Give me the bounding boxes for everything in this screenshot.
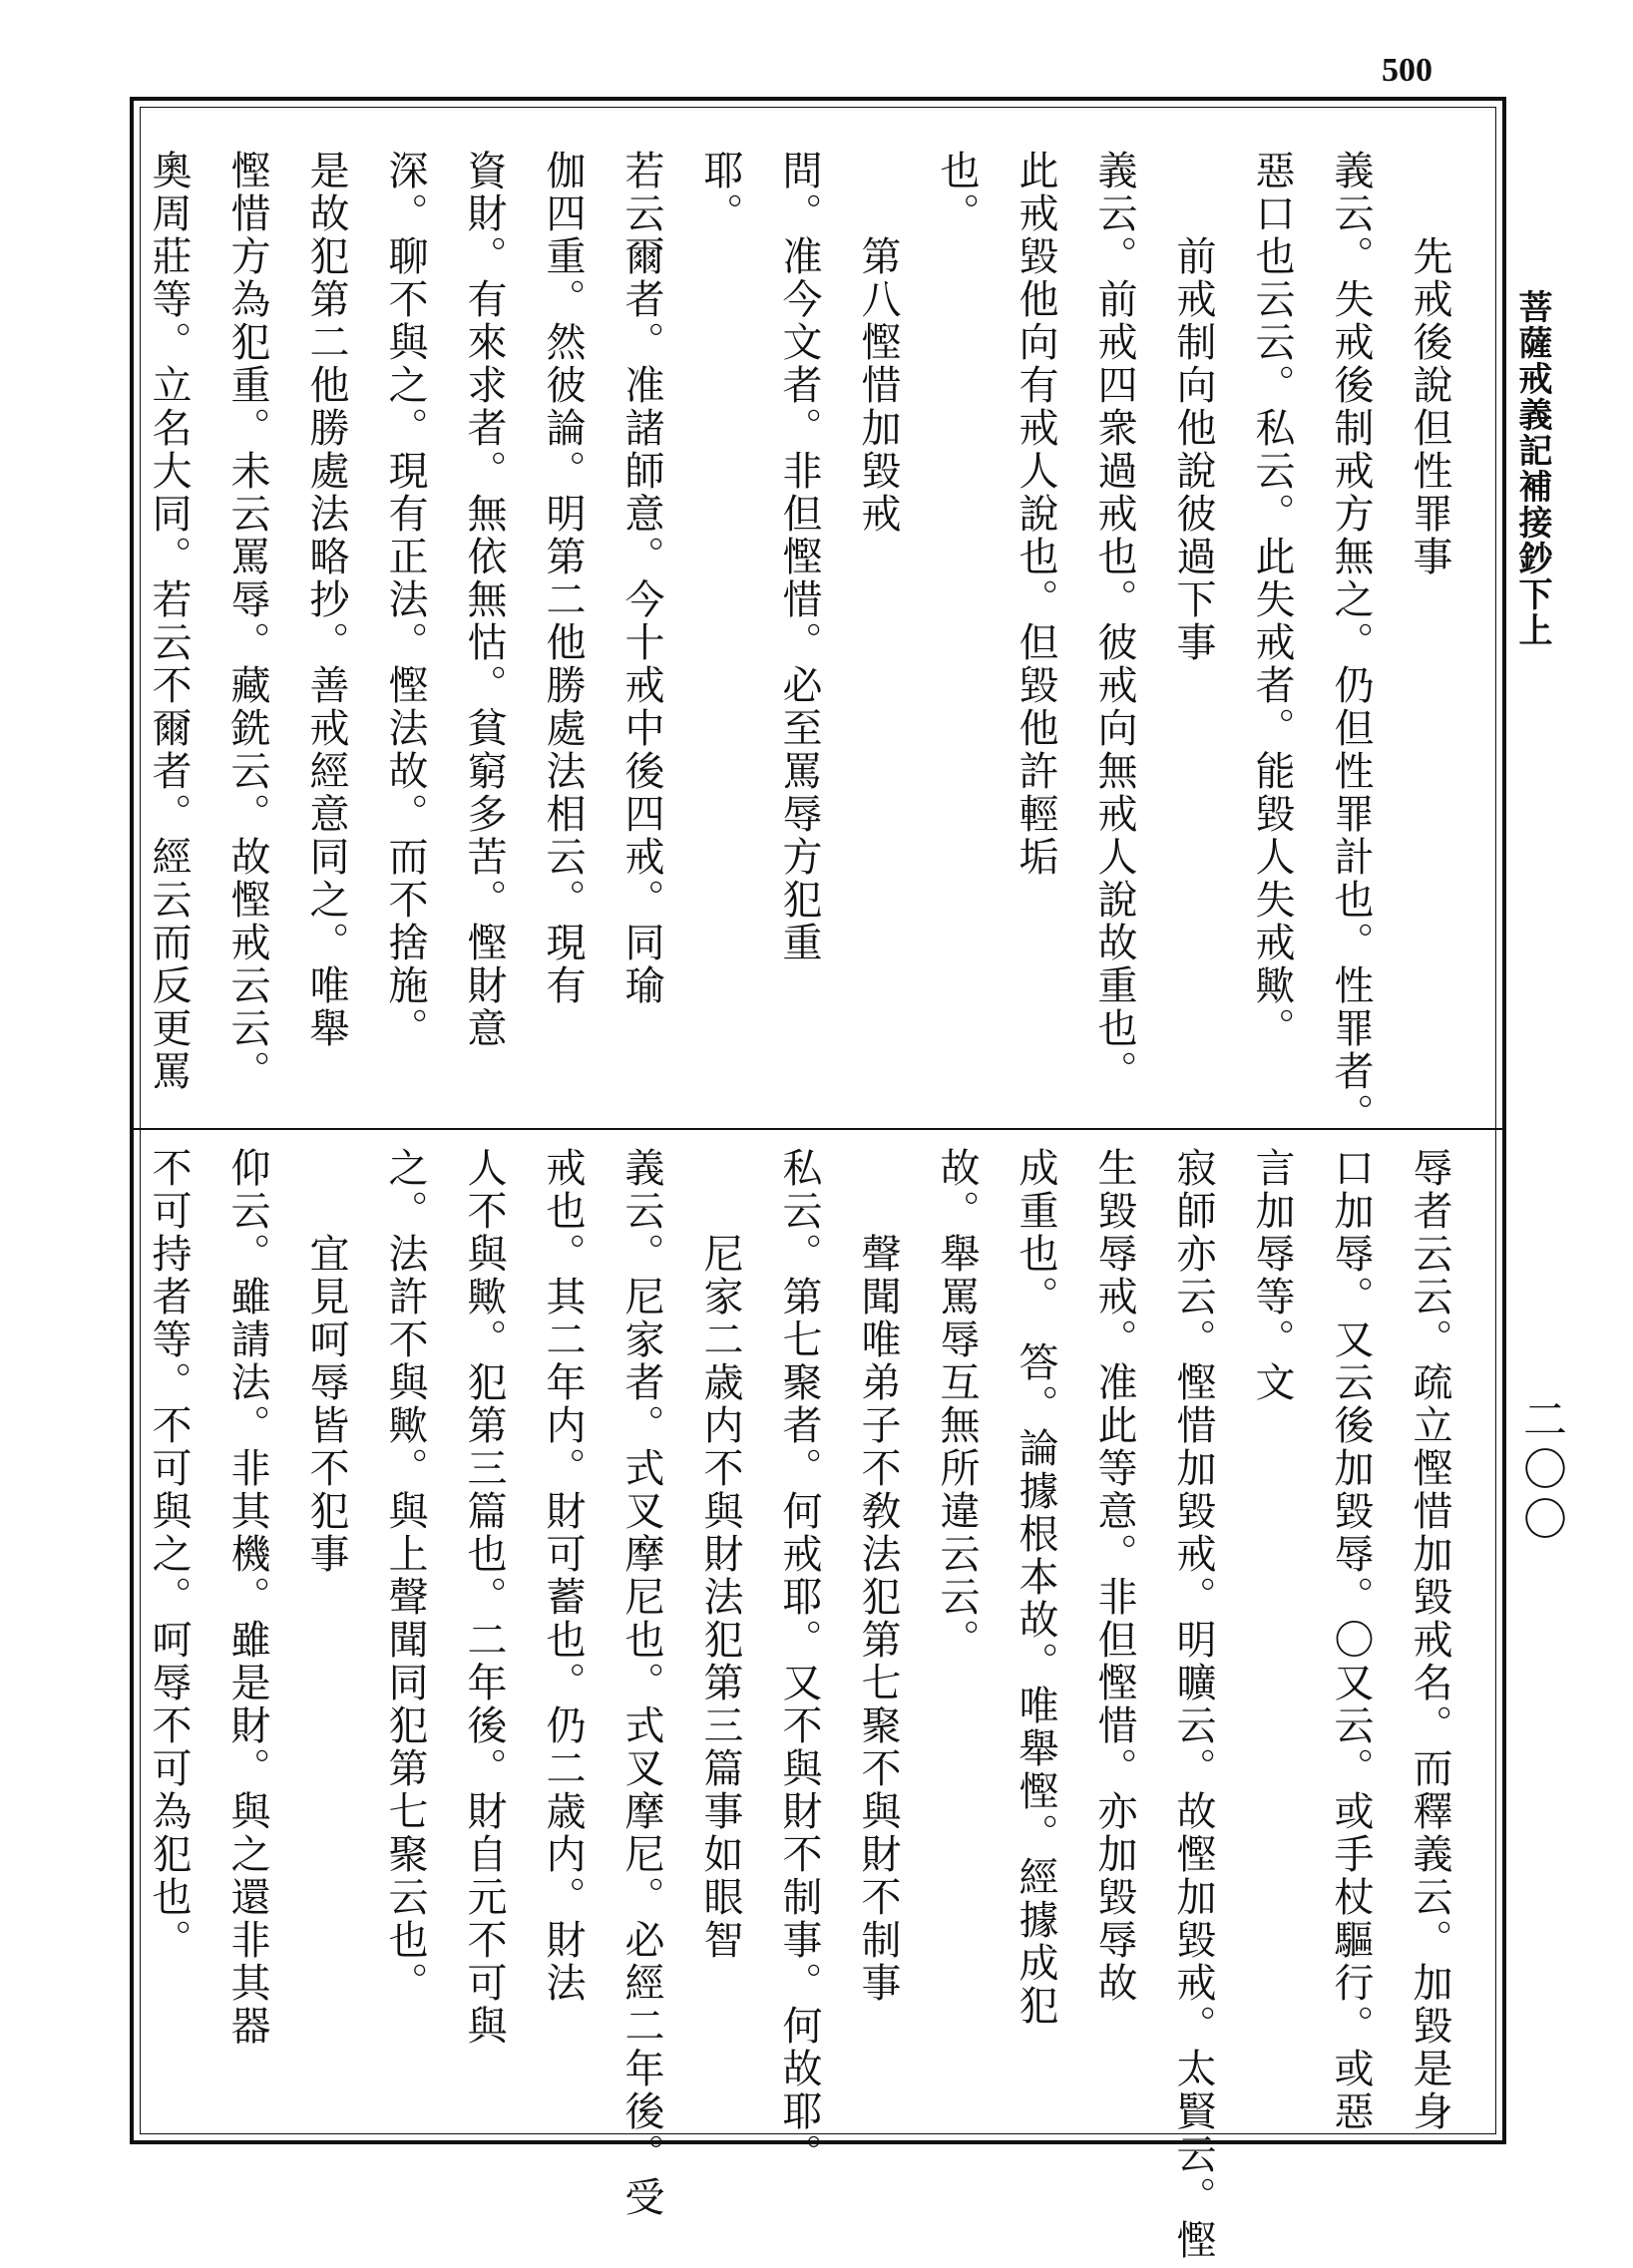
text-column: 奧周莊等。立名大同。若云不爾者。經云而反更罵 xyxy=(146,150,192,1093)
text-column: 私云。第七聚者。何戒耶。又不與財不制事。何故耶。 xyxy=(776,1147,822,2176)
text-column: 辱者云云。疏立慳惜加毀戒名。而釋義云。加毀是身 xyxy=(1407,1147,1452,2133)
section-divider xyxy=(134,1128,1502,1130)
text-column: 故。舉罵辱互無所違云云。 xyxy=(934,1147,980,1662)
text-column: 之。法許不與歟。與上聲聞同犯第七聚云也。 xyxy=(382,1147,428,2005)
text-column: 資財。有來求者。無依無怙。貧窮多苦。慳財意 xyxy=(461,150,507,1050)
text-column: 生毀辱戒。准此等意。非但慳惜。亦加毀辱故 xyxy=(1091,1147,1137,2005)
text-column: 先戒後說但性罪事 xyxy=(1407,150,1452,578)
text-column: 慳惜方為犯重。未云罵辱。藏銑云。故慳戒云云。 xyxy=(224,150,270,1093)
text-column: 深。聊不與之。現有正法。慳法故。而不捨施。 xyxy=(382,150,428,1050)
lower-text-block xyxy=(146,1147,1468,2262)
text-column: 尼家二歳内不與財法犯第三篇事如眼智 xyxy=(697,1147,743,1962)
text-column: 若云爾者。准諸師意。今十戒中後四戒。同瑜 xyxy=(618,150,664,1007)
text-column: 聲聞唯弟子不敎法犯第七聚不與財不制事 xyxy=(855,1147,901,2005)
running-header: 菩薩戒義記補接鈔下上 xyxy=(1512,289,1552,648)
text-column: 不可持者等。不可與之。呵辱不可為犯也。 xyxy=(146,1147,192,1962)
text-column: 惡口也云云。私云。此失戒者。能毀人失戒歟。 xyxy=(1249,150,1295,1050)
text-column: 義云。前戒四衆過戒也。彼戒向無戒人說故重也。 xyxy=(1091,150,1137,1093)
text-column: 問。准今文者。非但慳惜。必至罵辱方犯重 xyxy=(776,150,822,964)
text-column: 仰云。雖請法。非其機。雖是財。與之還非其器 xyxy=(224,1147,270,2048)
text-column: 是故犯第二他勝處法略抄。善戒經意同之。唯舉 xyxy=(303,150,349,1050)
text-column: 第八慳惜加毀戒 xyxy=(855,150,901,536)
text-column: 前戒制向他說彼過下事 xyxy=(1170,150,1216,664)
folio-number: 二〇〇 xyxy=(1515,1396,1566,1546)
text-column: 人不與歟。犯第三篇也。二年後。財自元不可與 xyxy=(461,1147,507,2048)
upper-text-block xyxy=(146,150,1468,1136)
text-column: 伽四重。然彼論。明第二他勝處法相云。現有 xyxy=(540,150,586,1007)
page-number: 500 xyxy=(1382,52,1432,89)
text-column: 此戒毀他向有戒人說也。但毀他許輕垢 xyxy=(1013,150,1058,879)
text-column: 義云。失戒後制戒方無之。仍但性罪計也。性罪者。 xyxy=(1328,150,1374,1136)
text-column: 義云。尼家者。式叉摩尼也。式叉摩尼。必經二年後。受 xyxy=(618,1147,664,2219)
text-column: 宜見呵辱皆不犯事 xyxy=(303,1147,349,1576)
text-column: 也。 xyxy=(934,150,980,235)
text-column: 耶。 xyxy=(697,150,743,235)
text-column: 成重也。 答。論據根本故。唯舉慳。經據成犯 xyxy=(1013,1147,1058,2028)
text-column: 戒也。其二年内。財可蓄也。仍二歳内。財法 xyxy=(540,1147,586,2005)
text-column: 寂師亦云。慳惜加毀戒。明曠云。故慳加毀戒。太賢云。慳 xyxy=(1170,1147,1216,2262)
text-column: 口加辱。又云後加毀辱。〇又云。或手杖驅行。或惡 xyxy=(1328,1147,1374,2133)
text-column: 言加辱等。文 xyxy=(1249,1147,1295,1404)
